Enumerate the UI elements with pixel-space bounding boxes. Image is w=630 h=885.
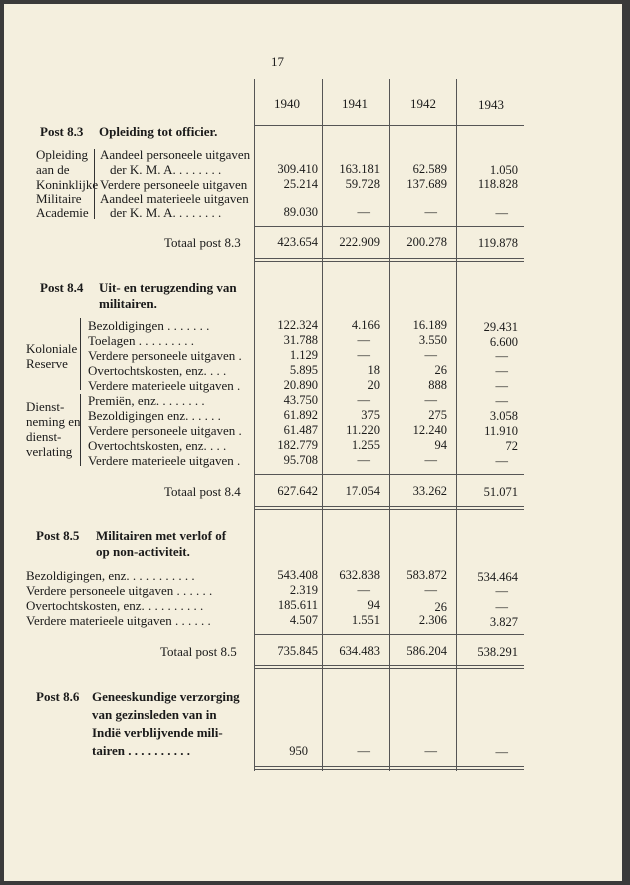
value-cell: 118.828 (477, 177, 518, 191)
value-cell: — (424, 393, 437, 407)
total-cell: 423.654 (277, 235, 318, 249)
total-cell: 222.909 (339, 235, 380, 249)
value-cell: — (357, 205, 370, 219)
value-cell: — (495, 364, 508, 378)
group-label: Opleiding (36, 147, 88, 162)
post-title: Militairen met verlof of (96, 528, 227, 543)
value-cell: 1.129 (289, 348, 318, 362)
value-cell: 2.319 (289, 583, 318, 597)
row-label: der K. M. A. . . . . . . . (110, 162, 222, 177)
row-label: Verdere materieele uitgaven . (88, 453, 241, 468)
value-cell: 137.689 (406, 177, 447, 191)
value-cell: — (495, 584, 508, 598)
row-label: Verdere personeele uitgaven . (88, 423, 242, 438)
value-cell: — (357, 744, 370, 758)
group-label: Reserve (26, 356, 68, 371)
value-cell: 94 (367, 598, 380, 612)
post-title: Opleiding tot officier. (99, 124, 218, 139)
value-cell: — (495, 349, 508, 363)
group-label: Koninklijke (36, 177, 99, 192)
value-cell: 583.872 (406, 568, 447, 582)
value-cell: 11.220 (346, 423, 380, 437)
value-cell: — (357, 453, 370, 467)
value-cell: — (495, 379, 508, 393)
row-label: Verdere materieele uitgaven . . . . . . (26, 613, 211, 628)
total-cell: 586.204 (406, 644, 447, 658)
total-rule (254, 769, 524, 770)
value-cell: 6.600 (489, 335, 518, 349)
row-label: Verdere materieele uitgaven . (88, 378, 241, 393)
value-cell: 309.410 (277, 162, 318, 176)
post-title: Indië verblijvende mili- (92, 725, 223, 740)
post-code: Post 8.4 (40, 280, 84, 295)
value-cell: 26 (434, 363, 447, 377)
post-title: Geneeskundige verzorging (92, 689, 240, 704)
value-cell: 2.306 (418, 613, 447, 627)
value-cell: 534.464 (477, 570, 518, 584)
total-cell: 119.878 (477, 236, 518, 250)
value-cell: — (424, 205, 437, 219)
total-label: Totaal post 8.5 (160, 644, 237, 659)
total-label: Totaal post 8.4 (164, 484, 241, 499)
total-cell: 200.278 (406, 235, 447, 249)
post-title: van gezinsleden van in (92, 707, 217, 722)
value-cell: — (424, 348, 437, 362)
value-cell: — (357, 348, 370, 362)
value-cell: 18 (367, 363, 380, 377)
value-cell: 16.189 (412, 318, 447, 332)
brace (80, 394, 81, 466)
post-code: Post 8.5 (36, 528, 80, 543)
value-cell: 185.611 (277, 598, 318, 612)
value-cell: — (495, 394, 508, 408)
page-number: 17 (271, 54, 284, 69)
value-cell: 3.058 (489, 409, 518, 423)
value-cell: 95.708 (283, 453, 318, 467)
total-cell: 735.845 (277, 644, 318, 658)
value-cell: 632.838 (339, 568, 380, 582)
year-1942: 1942 (410, 96, 436, 111)
value-cell: — (357, 393, 370, 407)
row-label: der K. M. A. . . . . . . . (110, 205, 222, 220)
row-label: Bezoldigingen . . . . . . . (88, 318, 210, 333)
value-cell: 31.788 (283, 333, 318, 347)
value-cell: 11.910 (484, 424, 518, 438)
value-cell: 275 (428, 408, 447, 422)
value-cell: 43.750 (283, 393, 318, 407)
row-label: Bezoldigingen, enz. . . . . . . . . . . (26, 568, 195, 583)
total-rule (254, 509, 524, 510)
value-cell: 950 (289, 744, 308, 758)
value-cell: 25.214 (283, 177, 318, 191)
total-cell: 627.642 (277, 484, 318, 498)
total-cell: 17.054 (345, 484, 380, 498)
value-cell: — (424, 744, 437, 758)
group-label: Militaire (36, 191, 82, 206)
value-cell: 375 (361, 408, 380, 422)
value-cell: 543.408 (277, 568, 318, 582)
subtotal-rule (254, 634, 524, 635)
value-cell: 62.589 (412, 162, 447, 176)
post-code: Post 8.3 (40, 124, 84, 139)
total-rule (254, 668, 524, 669)
value-cell: 26 (434, 600, 447, 614)
row-label: Overtochtskosten, enz. . . . (88, 363, 227, 378)
brace (80, 318, 81, 390)
year-1943: 1943 (478, 97, 504, 112)
value-cell: 4.507 (289, 613, 318, 627)
post-title: op non-activiteit. (96, 544, 190, 559)
value-cell: 20 (367, 378, 380, 392)
subtotal-rule (254, 474, 524, 475)
subtotal-rule (254, 226, 524, 227)
value-cell: 72 (505, 439, 518, 453)
row-label: Verdere personeele uitgaven (100, 177, 248, 192)
value-cell: — (495, 206, 508, 220)
total-label: Totaal post 8.3 (164, 235, 241, 250)
value-cell: — (424, 453, 437, 467)
total-cell: 51.071 (483, 485, 518, 499)
row-label: Toelagen . . . . . . . . . (88, 333, 194, 348)
row-label: Bezoldigingen enz. . . . . . (88, 408, 221, 423)
total-rule (254, 258, 524, 259)
value-cell: — (495, 454, 508, 468)
value-cell: 12.240 (412, 423, 447, 437)
total-cell: 33.262 (412, 484, 447, 498)
post-title: Uit- en terugzending van (99, 280, 237, 295)
row-label: Premiën, enz. . . . . . . . (88, 393, 205, 408)
row-label: Overtochtskosten, enz. . . . (88, 438, 227, 453)
value-cell: 888 (428, 378, 447, 392)
document-page (4, 4, 622, 881)
row-label: Aandeel materieele uitgaven (100, 191, 249, 206)
group-label: Academie (36, 205, 89, 220)
value-cell: 1.551 (351, 613, 380, 627)
value-cell: 163.181 (339, 162, 380, 176)
total-rule (254, 506, 524, 507)
group-label: Dienst- (26, 399, 65, 414)
total-rule (254, 766, 524, 767)
post-title: militairen. (99, 296, 157, 311)
value-cell: 122.324 (277, 318, 318, 332)
post-title: tairen . . . . . . . . . . (92, 743, 190, 758)
group-label: verlating (26, 444, 73, 459)
header-rule (254, 125, 524, 126)
value-cell: 5.895 (289, 363, 318, 377)
row-label: Overtochtskosten, enz. . . . . . . . . . (26, 598, 204, 613)
group-label: neming en (26, 414, 81, 429)
value-cell: — (357, 333, 370, 347)
value-cell: 29.431 (483, 320, 518, 334)
group-label: aan de (36, 162, 70, 177)
value-cell: 3.827 (489, 615, 518, 629)
value-cell: 89.030 (283, 205, 318, 219)
total-cell: 538.291 (477, 645, 518, 659)
value-cell: 1.255 (351, 438, 380, 452)
value-cell: — (424, 583, 437, 597)
total-cell: 634.483 (339, 644, 380, 658)
value-cell: 59.728 (345, 177, 380, 191)
row-label: Verdere personeele uitgaven . . . . . . (26, 583, 213, 598)
value-cell: 94 (434, 438, 447, 452)
group-label: Koloniale (26, 341, 78, 356)
total-rule (254, 261, 524, 262)
value-cell: — (495, 745, 508, 759)
row-label: Aandeel personeele uitgaven (100, 147, 251, 162)
value-cell: — (495, 600, 508, 614)
value-cell: 20.890 (283, 378, 318, 392)
value-cell: 3.550 (418, 333, 447, 347)
total-rule (254, 665, 524, 666)
value-cell: — (357, 583, 370, 597)
value-cell: 4.166 (351, 318, 380, 332)
year-1940: 1940 (274, 96, 300, 111)
value-cell: 61.487 (283, 423, 318, 437)
row-label: Verdere personeele uitgaven . (88, 348, 242, 363)
post-code: Post 8.6 (36, 689, 80, 704)
brace (94, 149, 95, 219)
value-cell: 61.892 (283, 408, 318, 422)
group-label: dienst- (26, 429, 62, 444)
value-cell: 1.050 (489, 163, 518, 177)
value-cell: 182.779 (277, 438, 318, 452)
year-1941: 1941 (342, 96, 368, 111)
